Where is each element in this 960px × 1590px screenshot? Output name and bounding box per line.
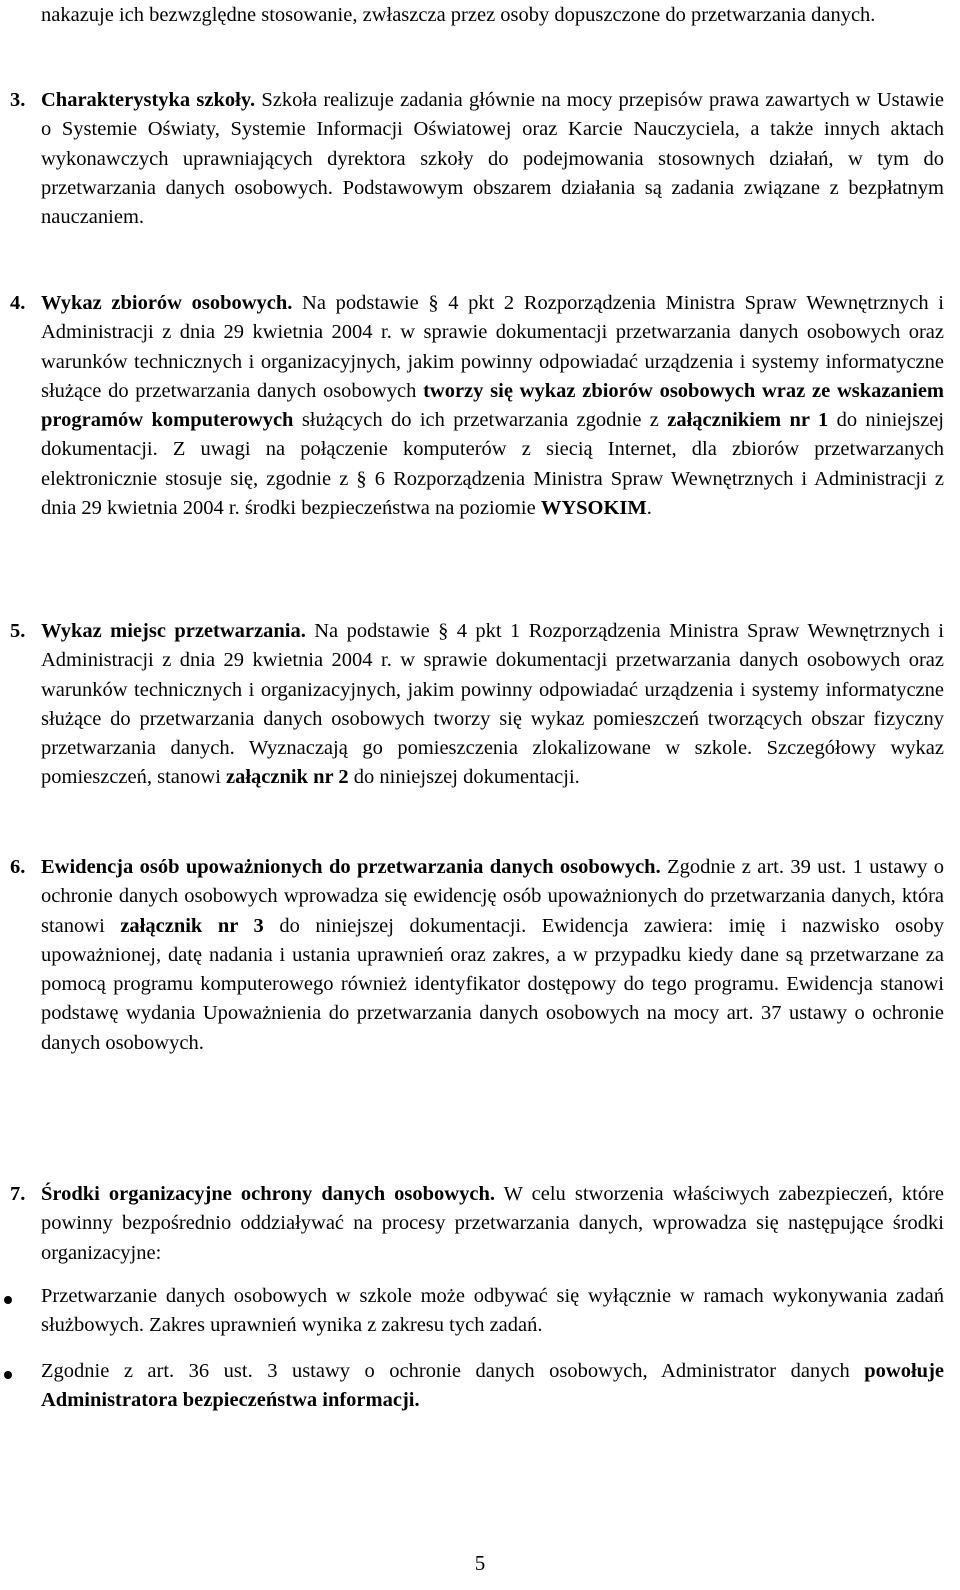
intro-paragraph — [41, 1, 944, 30]
section-5-heading: Wykaz miejsc przetwarzania. — [41, 620, 306, 642]
section-4-paragraph — [41, 289, 944, 523]
section-5-text-1: Na podstawie § 4 pkt 1 Rozporządzenia Ministra Spraw Wewnętrznych i Administracji z dnia 29 kwietnia 2004 r. w sprawie dokumentacji przetwarzania danych osobowych oraz warunków technicznych i organizacyjnych, jakim powinny odpowiadać urządzenia i systemy informatyczne służące do przetwarzania danych osobowych tworzy się wykaz pomieszczeń tworzących obszar fizyczny przetwarzania danych. Wyznaczają go pomieszczenia zlokalizowane w szkole. Szczegółowy wykaz pomieszczeń, stanowi — [41, 620, 944, 789]
section-5-bold-1: załącznik nr 2 — [226, 766, 349, 789]
section-5-paragraph — [41, 617, 944, 793]
section-7-number: 7. — [10, 1183, 26, 1205]
section-6-paragraph — [41, 853, 944, 1058]
section-7-heading: Środki organizacyjne ochrony danych osobowych. — [41, 1183, 495, 1205]
section-3-heading: Charakterystyka szkoły. — [41, 89, 256, 111]
section-6-bold-1: załącznik nr 3 — [120, 914, 264, 937]
section-6-heading: Ewidencja osób upoważnionych do przetwarzania danych osobowych. — [41, 856, 661, 878]
section-3-paragraph — [41, 86, 944, 232]
section-7-text: W celu stworzenia właściwych zabezpieczeń, które powinny bezpośrednio oddziaływać na procesy przetwarzania danych, wprowadza się następujące środki organizacyjne: — [41, 1183, 944, 1264]
section-7-paragraph — [41, 1180, 944, 1268]
section-3-text: Szkoła realizuje zadania głównie na mocy przepisów prawa zawartych w Ustawie o Systemie Oświaty, Systemie Informacji Oświatowej oraz Karcie Nauczyciela, a także innych aktach wykonawczych uprawniających dyrektora szkoły do podejmowania stosownych działań, w tym do przetwarzania danych osobowych. Podstawowym obszarem działania są zadania związane z bezpłatnym nauczaniem. — [41, 89, 945, 229]
section-3-number: 3. — [10, 89, 26, 111]
section-6-number: 6. — [10, 856, 26, 878]
bullet-marker-2 — [4, 1371, 12, 1379]
section-6-text-1: Zgodnie z art. 39 ust. 1 ustawy o ochronie danych osobowych wprowadza się ewidencję osób upoważnionych do przetwarzania danych, która stanowi — [41, 856, 944, 937]
section-4-text-2: służących do ich przetwarzania zgodnie z — [293, 409, 668, 432]
section-4-text-3: do niniejszej dokumentacji. Z uwagi na połączenie komputerów z siecią Internet, dla zbiorów przetwarzanych elektronicznie stosuje się, zgodnie z § 6 Rozporządzenia Ministra Spraw Wewnętrznych i Administracji z dnia 29 kwietnia 2004 r. środki bezpieczeństwa na poziomie — [41, 409, 944, 520]
bullet-1-text: Przetwarzanie danych osobowych w szkole może odbywać się wyłącznie w ramach wykonywania zadań służbowych. Zakres uprawnień wynika z zakresu tych zadań. — [41, 1285, 944, 1337]
section-4-bold-1: tworzy się wykaz zbiorów osobowych wraz ze wskazaniem programów komputerowych — [41, 379, 944, 432]
bullet-2-bold: powołuje Administratora bezpieczeństwa informacji. — [41, 1360, 944, 1412]
section-4-text-4: . — [646, 497, 652, 520]
bullet-2-text: Zgodnie z art. 36 ust. 3 ustawy o ochronie danych osobowych, Administrator danych — [41, 1360, 865, 1382]
section-4-text-1: Na podstawie § 4 pkt 2 Rozporządzenia Ministra Spraw Wewnętrznych i Administracji z dnia 29 kwietnia 2004 r. w sprawie dokumentacji przetwarzania danych osobowych oraz warunków technicznych i organizacyjnych, jakim powinny odpowiadać urządzenia i systemy informatyczne służące do przetwarzania danych osobowych — [41, 292, 944, 402]
section-4-number: 4. — [10, 292, 26, 314]
bullet-item-1 — [41, 1282, 944, 1341]
section-6-text-2: do niniejszej dokumentacji. Ewidencja zawiera: imię i nazwisko osoby upoważnionej, datę nadania i ustania uprawnień oraz zakres, a w przypadku kiedy dane są przetwarzane za pomocą programu komputerowego również identyfikator dostępowy do tego programu. Ewidencja stanowi podstawę wydania Upoważnienia do przetwarzania danych osobowych na mocy art. 37 ustawy o ochronie danych osobowych. — [41, 914, 944, 1054]
intro-text: nakazuje ich bezwzględne stosowanie, zwłaszcza przez osoby dopuszczone do przetwarzania danych. — [41, 4, 876, 26]
bullet-marker-1 — [4, 1296, 12, 1304]
section-4-bold-3: WYSOKIM — [540, 497, 647, 520]
section-4-heading: Wykaz zbiorów osobowych. — [41, 292, 293, 314]
page-number: 5 — [474, 1551, 486, 1575]
section-5-number: 5. — [10, 620, 26, 642]
bullet-item-2 — [41, 1357, 944, 1416]
section-4-bold-2: załącznikiem nr 1 — [667, 409, 829, 432]
section-5-text-2: do niniejszej dokumentacji. — [348, 766, 580, 789]
